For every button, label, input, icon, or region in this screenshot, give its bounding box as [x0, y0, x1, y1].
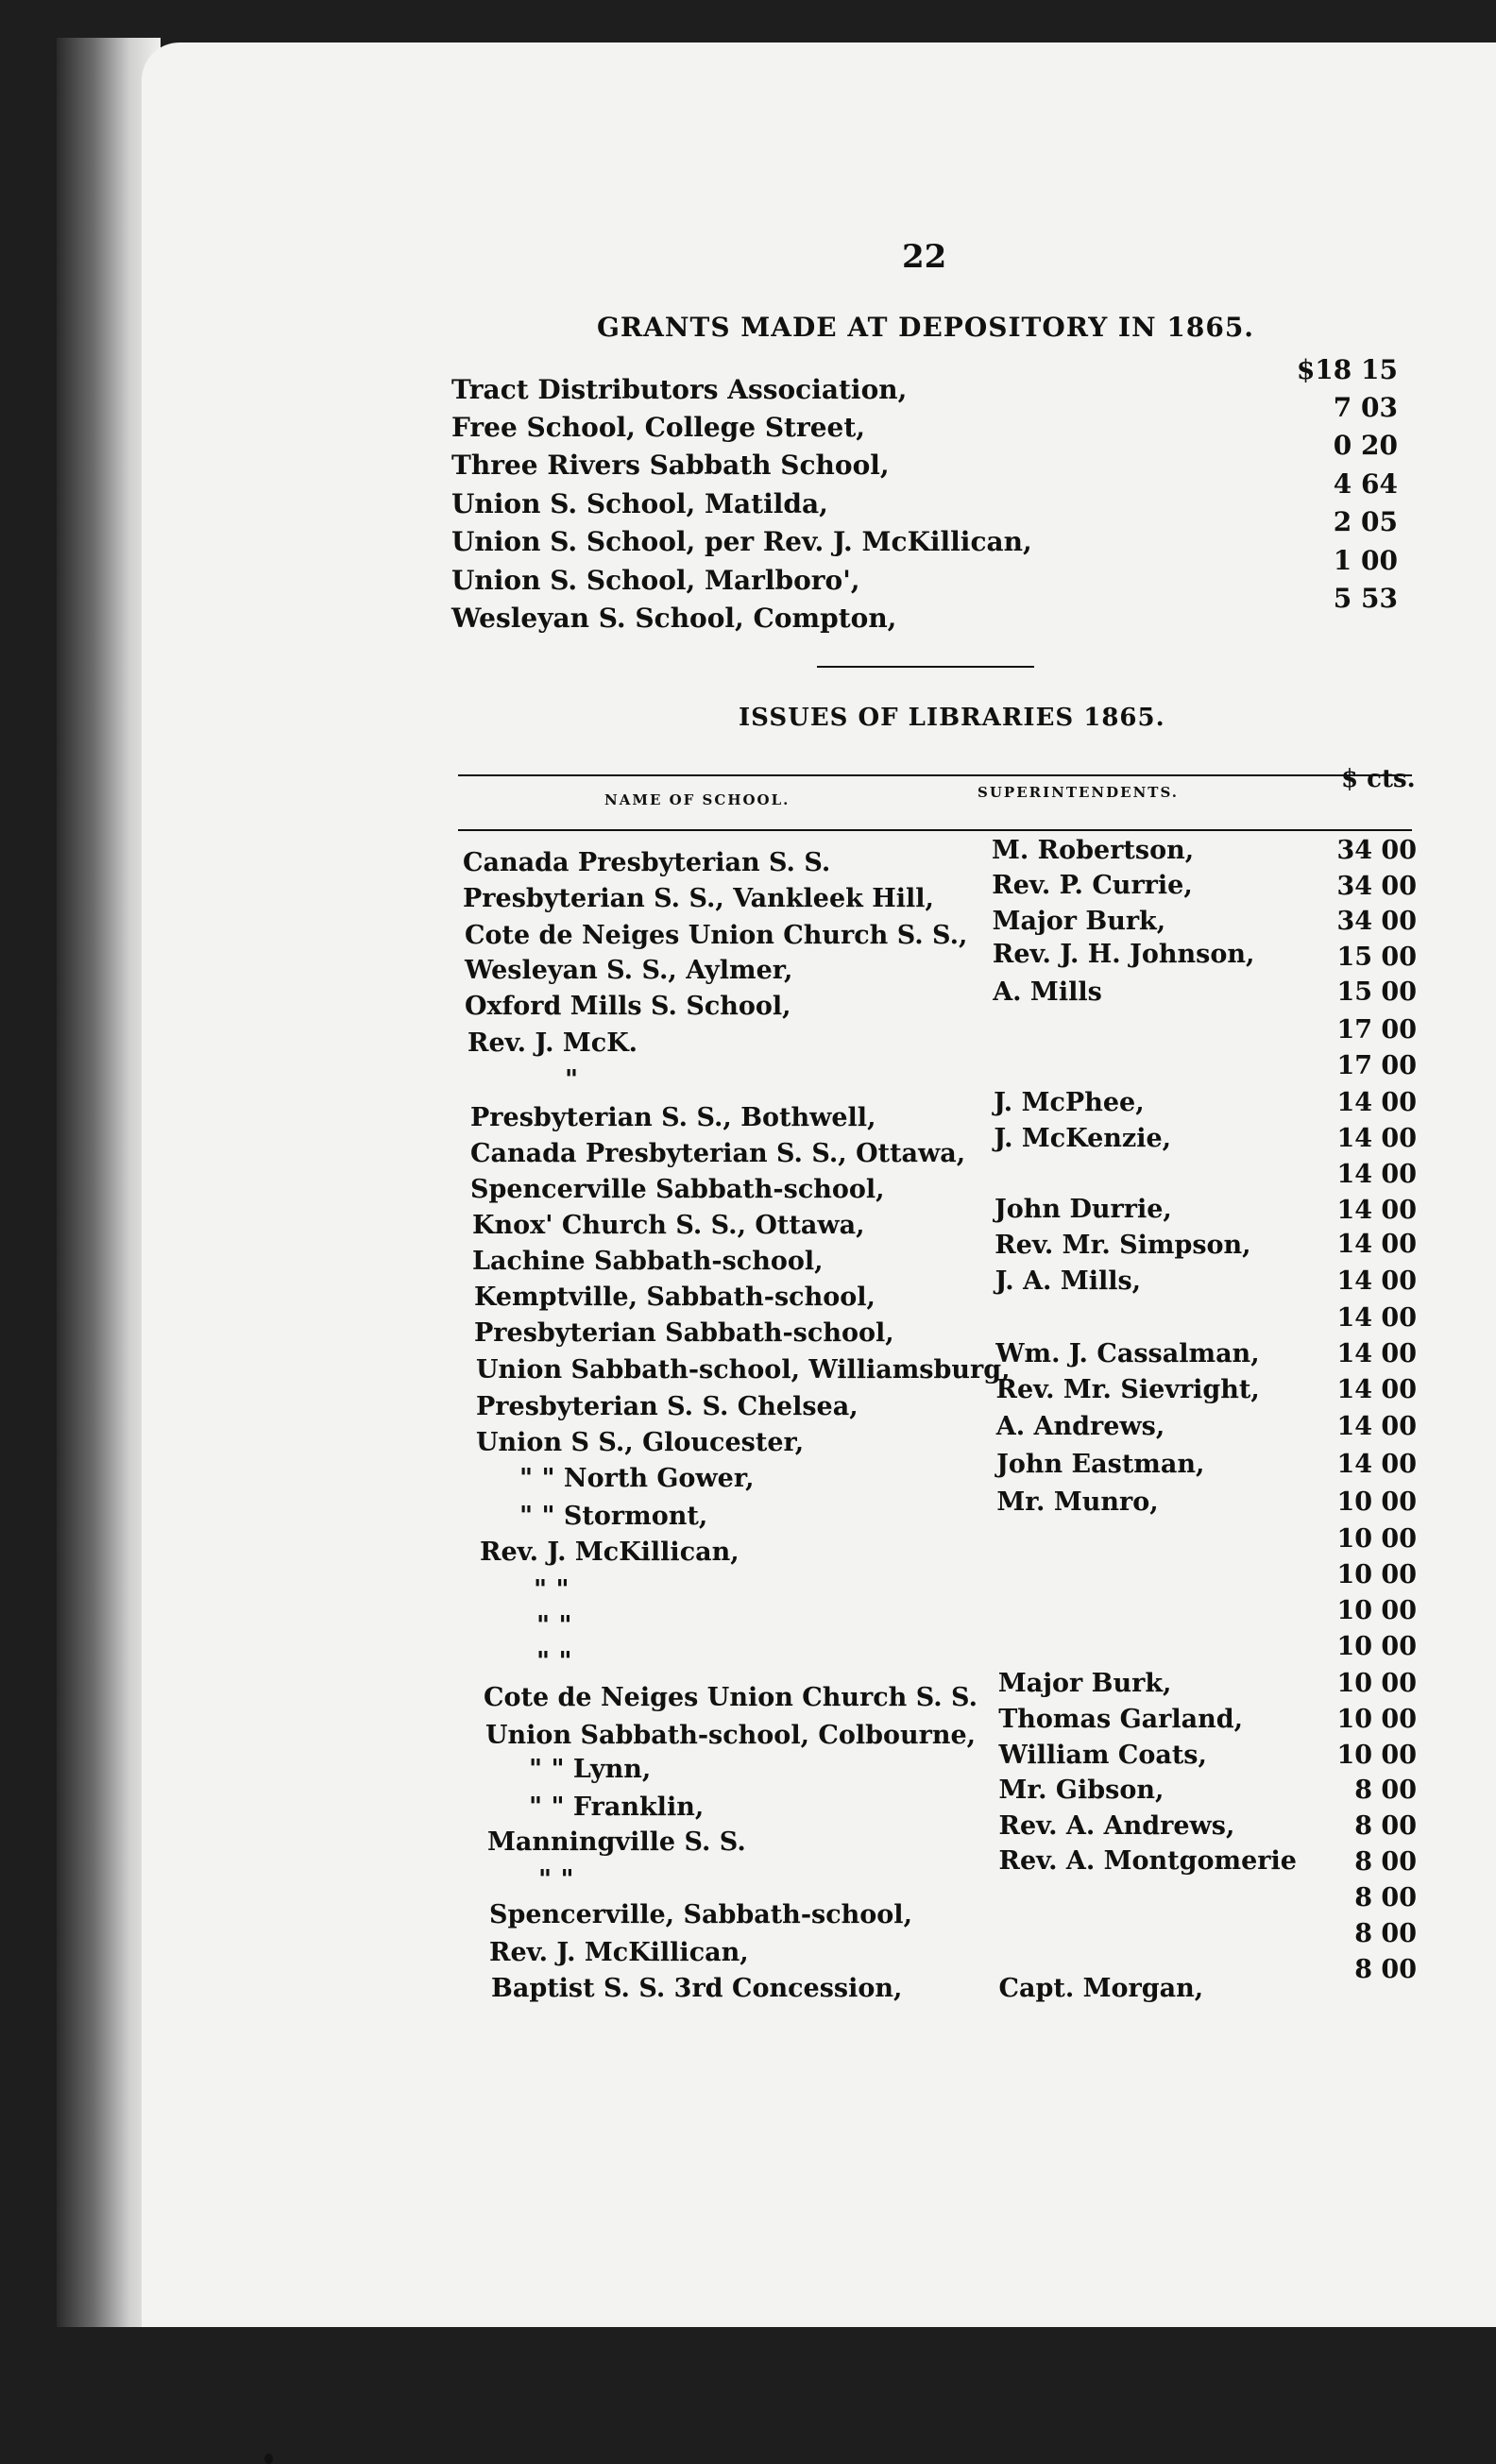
library-amount: 8 00 — [1354, 1883, 1417, 1912]
grant-row-name: Three Rivers Sabbath School, — [451, 450, 890, 481]
library-school-name: Rev. J. McK. — [468, 1028, 638, 1058]
library-school-name: " " — [536, 1611, 572, 1640]
library-amount: 14 00 — [1336, 1196, 1417, 1225]
library-amount: 34 00 — [1336, 907, 1417, 936]
library-school-name: Presbyterian S. S., Bothwell, — [470, 1103, 876, 1132]
library-school-name: " " — [534, 1575, 570, 1605]
library-superintendent: Rev. A. Montgomerie — [998, 1846, 1297, 1876]
library-school-name: " " — [538, 1865, 574, 1895]
library-school-name: Union Sabbath-school, Williamsburg, — [476, 1355, 1011, 1385]
column-header-amount: $ cts. — [1341, 765, 1416, 793]
grant-row-amount: 5 53 — [1333, 583, 1398, 614]
library-school-name: " " North Gower, — [519, 1464, 755, 1493]
column-header-superintendents: SUPERINTENDENTS. — [978, 784, 1179, 801]
library-school-name: Cote de Neiges Union Church S. S., — [465, 921, 968, 950]
library-amount: 10 00 — [1336, 1632, 1417, 1661]
library-school-name: Canada Presbyterian S. S. — [463, 848, 831, 877]
library-amount: 17 00 — [1336, 1015, 1417, 1045]
library-superintendent: Rev. A. Andrews, — [998, 1811, 1235, 1841]
library-amount: 8 00 — [1354, 1811, 1417, 1841]
library-school-name: Union Sabbath-school, Colbourne, — [485, 1721, 977, 1750]
library-amount: 14 00 — [1336, 1124, 1417, 1153]
library-amount: 10 00 — [1336, 1524, 1417, 1554]
grant-row-name: Union S. School, Marlboro', — [451, 565, 860, 596]
grants-title: GRANTS MADE AT DEPOSITORY IN 1865. — [597, 312, 1255, 343]
library-superintendent: Major Burk, — [992, 907, 1166, 936]
library-school-name: Presbyterian S. S., Vankleek Hill, — [463, 884, 934, 913]
library-amount: 14 00 — [1336, 1160, 1417, 1189]
library-school-name: " — [565, 1065, 579, 1095]
library-superintendent: Mr. Gibson, — [998, 1776, 1164, 1805]
library-amount: 17 00 — [1336, 1051, 1417, 1080]
section-divider — [817, 666, 1034, 668]
library-amount: 10 00 — [1336, 1741, 1417, 1770]
library-superintendent: John Eastman, — [996, 1450, 1205, 1479]
column-header-school: NAME OF SCHOOL. — [604, 791, 790, 808]
grant-row-name: Wesleyan S. School, Compton, — [451, 603, 897, 634]
library-amount: 15 00 — [1336, 977, 1417, 1007]
library-school-name: Knox' Church S. S., Ottawa, — [472, 1211, 865, 1240]
issues-title: ISSUES OF LIBRARIES 1865. — [739, 704, 1165, 732]
library-superintendent: Major Burk, — [997, 1669, 1172, 1698]
library-superintendent: William Coats, — [998, 1741, 1207, 1770]
library-superintendent: A. Mills — [993, 977, 1102, 1007]
library-superintendent: Rev. Mr. Simpson, — [994, 1231, 1251, 1260]
library-superintendent: A. Andrews, — [995, 1412, 1165, 1441]
library-school-name: Baptist S. S. 3rd Concession, — [491, 1974, 903, 2003]
library-amount: 8 00 — [1354, 1847, 1417, 1877]
library-amount: 14 00 — [1336, 1412, 1417, 1441]
library-amount: 10 00 — [1336, 1669, 1417, 1698]
page-number: 22 — [902, 238, 947, 276]
grant-row-amount: 2 05 — [1333, 506, 1398, 537]
library-superintendent: Rev. Mr. Sievright, — [995, 1375, 1260, 1404]
library-amount: 10 00 — [1336, 1705, 1417, 1734]
library-school-name: Rev. J. McKillican, — [480, 1538, 740, 1567]
library-school-name: Manningville S. S. — [487, 1827, 746, 1857]
library-amount: 14 00 — [1336, 1375, 1417, 1404]
library-amount: 8 00 — [1354, 1955, 1417, 1984]
library-school-name: " " Franklin, — [529, 1793, 705, 1822]
library-school-name: " " Lynn, — [529, 1755, 652, 1784]
library-school-name: Union S S., Gloucester, — [476, 1428, 805, 1457]
library-superintendent: J. McKenzie, — [994, 1124, 1172, 1153]
library-superintendent: J. McPhee, — [994, 1088, 1145, 1117]
library-amount: 10 00 — [1336, 1596, 1417, 1625]
grant-row-amount: 1 00 — [1333, 545, 1398, 576]
library-amount: 10 00 — [1336, 1487, 1417, 1517]
grant-row-name: Tract Distributors Association, — [451, 374, 908, 405]
library-amount: 14 00 — [1336, 1088, 1417, 1117]
grant-row-amount: 0 20 — [1333, 430, 1398, 461]
grant-row-name: Union S. School, per Rev. J. McKillican, — [451, 526, 1032, 557]
library-school-name: " " — [536, 1647, 572, 1676]
library-superintendent: Wm. J. Cassalman, — [995, 1339, 1260, 1368]
library-school-name: Wesleyan S. S., Aylmer, — [465, 956, 793, 985]
library-school-name: Lachine Sabbath-school, — [472, 1247, 824, 1276]
grant-row-amount: 7 03 — [1333, 392, 1398, 423]
library-school-name: Oxford Mills S. School, — [465, 992, 791, 1021]
library-school-name: Canada Presbyterian S. S., Ottawa, — [470, 1139, 966, 1168]
library-school-name: Cote de Neiges Union Church S. S. — [484, 1683, 978, 1712]
ink-speck — [264, 2454, 273, 2464]
library-school-name: Spencerville, Sabbath-school, — [489, 1900, 912, 1929]
grant-row-name: Free School, College Street, — [451, 412, 866, 443]
library-superintendent: John Durrie, — [994, 1195, 1172, 1224]
grant-row-name: Union S. School, Matilda, — [451, 488, 828, 519]
library-school-name: Presbyterian Sabbath-school, — [474, 1318, 894, 1348]
library-school-name: " " Stormont, — [519, 1502, 708, 1531]
library-amount: 15 00 — [1336, 943, 1417, 972]
library-school-name: Kemptville, Sabbath-school, — [474, 1283, 876, 1312]
library-amount: 14 00 — [1336, 1450, 1417, 1479]
library-amount: 14 00 — [1336, 1266, 1417, 1296]
grant-row-amount: $18 15 — [1296, 354, 1398, 385]
grant-row-amount: 4 64 — [1333, 468, 1398, 500]
library-superintendent: Rev. J. H. Johnson, — [992, 940, 1255, 969]
library-amount: 34 00 — [1336, 836, 1417, 865]
library-amount: 8 00 — [1354, 1776, 1417, 1805]
library-superintendent: Rev. P. Currie, — [992, 871, 1193, 900]
library-superintendent: Capt. Morgan, — [998, 1974, 1204, 2003]
table-top-rule — [458, 774, 1412, 776]
library-school-name: Spencerville Sabbath-school, — [470, 1175, 885, 1204]
library-school-name: Presbyterian S. S. Chelsea, — [476, 1392, 858, 1421]
library-amount: 10 00 — [1336, 1560, 1417, 1589]
library-amount: 34 00 — [1336, 872, 1417, 901]
table-header-rule — [458, 829, 1412, 831]
library-school-name: Rev. J. McKillican, — [489, 1938, 749, 1967]
library-superintendent: Thomas Garland, — [998, 1705, 1244, 1734]
library-superintendent: J. A. Mills, — [994, 1266, 1142, 1296]
library-superintendent: Mr. Munro, — [996, 1487, 1159, 1517]
library-amount: 8 00 — [1354, 1919, 1417, 1948]
library-amount: 14 00 — [1336, 1303, 1417, 1333]
library-superintendent: M. Robertson, — [992, 836, 1195, 865]
library-amount: 14 00 — [1336, 1230, 1417, 1259]
library-amount: 14 00 — [1336, 1339, 1417, 1368]
